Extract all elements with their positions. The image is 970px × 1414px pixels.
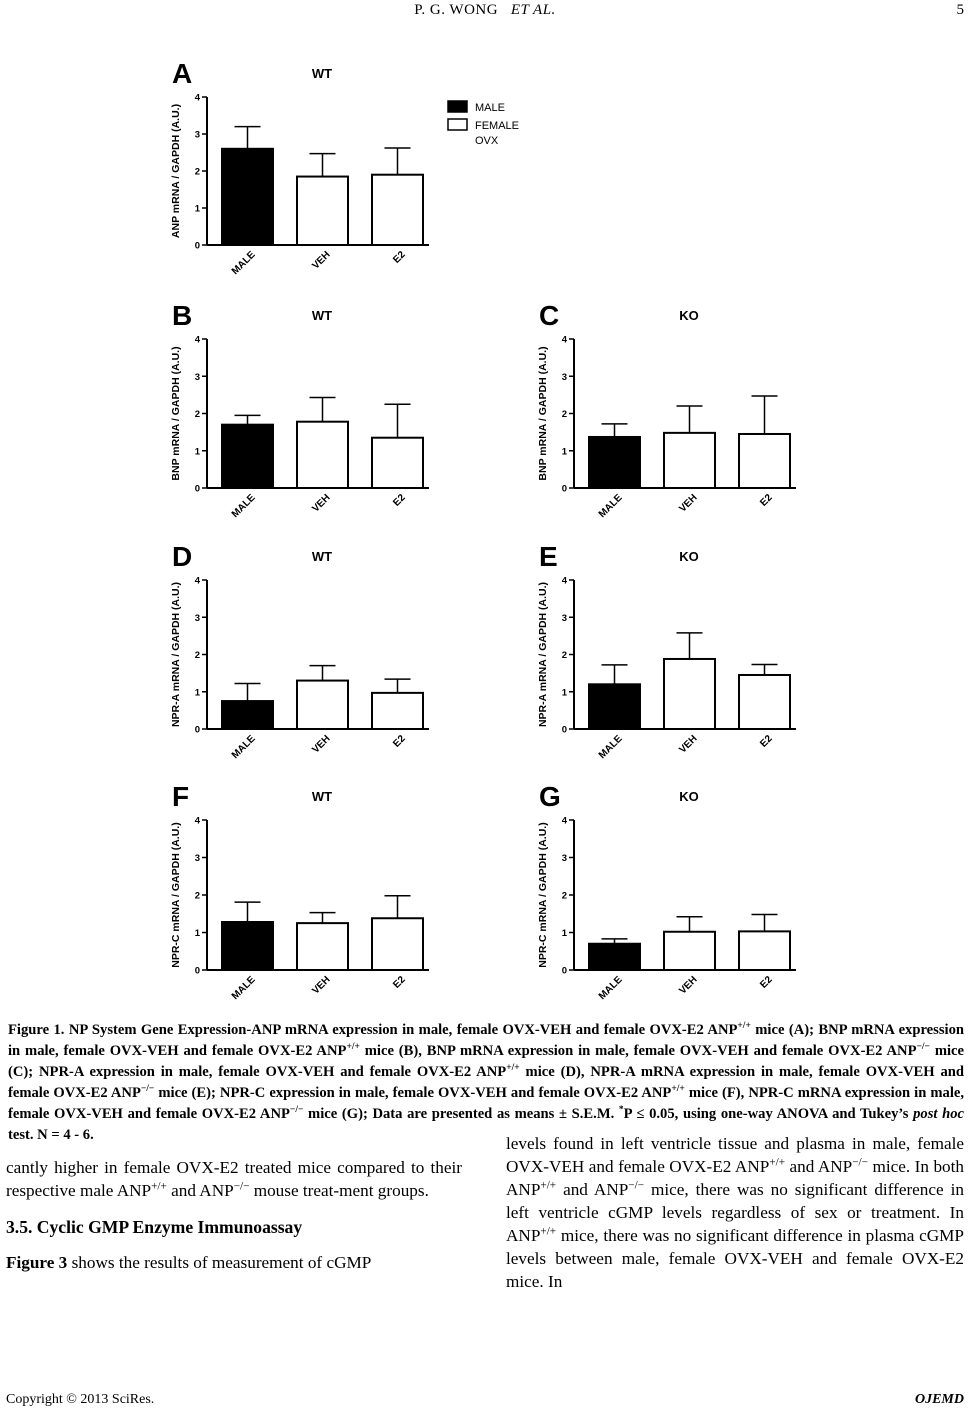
y-tick-label: 2: [194, 166, 200, 178]
y-tick-label: 0: [194, 724, 200, 736]
text: mice. In both ANP: [506, 1157, 964, 1199]
text: mouse treat-ment groups.: [249, 1181, 429, 1200]
y-tick-label: 3: [561, 853, 567, 864]
x-category-label: MALE: [229, 733, 258, 762]
chart-panel-f: [170, 781, 429, 1002]
bar-veh: [664, 433, 715, 488]
bar-male: [222, 922, 273, 970]
bar-veh: [297, 422, 348, 488]
y-axis-label: ANP mRNA / GAPDH (A.U.): [170, 103, 182, 239]
caption-text: P ≤ 0.05, using one-way ANOVA and Tukey’s: [623, 1106, 914, 1122]
y-tick-label: 3: [194, 612, 200, 624]
genotype-sup: +/+: [671, 1084, 685, 1095]
bar-male: [222, 149, 273, 245]
y-tick-label: 2: [561, 650, 567, 661]
text: mice, there was no significant difference in plasma cGMP levels between male, female OVX-VEH and female OVX-E2 mice. In: [506, 1226, 964, 1291]
genotype-sup: +/+: [506, 1063, 520, 1074]
x-category-label: VEH: [677, 974, 700, 997]
y-tick-label: 4: [561, 815, 567, 827]
genotype-sup: +/+: [151, 1180, 167, 1193]
x-category-label: E2: [758, 733, 775, 750]
bar-veh: [297, 681, 348, 729]
chart-title: WT: [311, 66, 333, 81]
caption-text: mice (D), NPR-A mRNA expression in male, female OVX-VEH and female OVX-E2 ANP: [8, 1064, 965, 1101]
panel-letter: B: [172, 300, 193, 331]
x-category-label: VEH: [677, 733, 700, 756]
text: and ANP: [166, 1181, 234, 1200]
paragraph: [6, 1251, 462, 1274]
y-tick-label: 3: [561, 371, 567, 383]
y-tick-label: 2: [561, 409, 567, 420]
x-category-label: VEH: [677, 492, 700, 515]
y-tick-label: 2: [194, 409, 200, 420]
genotype-sup: −/−: [233, 1180, 250, 1193]
y-tick-label: 0: [194, 483, 200, 495]
y-tick-label: 4: [194, 334, 200, 346]
y-axis-label: BNP mRNA / GAPDH (A.U.): [170, 346, 182, 481]
x-category-label: E2: [758, 974, 775, 991]
x-category-label: MALE: [596, 733, 625, 762]
y-tick-label: 2: [194, 650, 200, 661]
x-category-label: MALE: [229, 492, 258, 521]
bar-veh: [297, 923, 348, 970]
y-tick-label: 1: [194, 203, 200, 215]
caption-text: mice (E); NPR-C expression in male, female OVX-VEH and female OVX-E2 ANP: [154, 1085, 672, 1101]
genotype-sup: +/+: [769, 1156, 786, 1169]
bar-male: [222, 701, 273, 729]
x-category-label: E2: [391, 492, 408, 509]
y-axis-label: BNP mRNA / GAPDH (A.U.): [537, 346, 549, 481]
y-tick-label: 3: [194, 853, 200, 864]
bar-male: [589, 684, 640, 729]
bar-e2: [739, 434, 790, 488]
caption-label: Figure 1.: [8, 1022, 65, 1038]
figure-caption: [8, 1020, 964, 1146]
text: and ANP: [785, 1157, 853, 1176]
bar-male: [589, 944, 640, 970]
chart-title: WT: [311, 308, 333, 323]
y-tick-label: 2: [194, 890, 200, 902]
y-tick-label: 4: [194, 92, 200, 104]
bar-e2: [739, 675, 790, 729]
y-tick-label: 1: [194, 446, 200, 458]
copyright: Copyright © 2013 SciRes.: [6, 1392, 155, 1407]
genotype-sup: −/−: [916, 1042, 930, 1053]
chart-panel-b: [170, 300, 429, 520]
caption-text: mice (B), BNP mRNA expression in male, female OVX-VEH and female OVX-E2 ANP: [359, 1043, 917, 1059]
bar-e2: [372, 918, 423, 970]
caption-text: mice (C); NPR-A expression in male, female OVX-VEH and female OVX-E2 ANP: [8, 1043, 964, 1080]
x-category-label: VEH: [310, 974, 333, 997]
genotype-sup: −/−: [140, 1084, 155, 1095]
text: and ANP: [556, 1180, 629, 1199]
caption-text: test. N = 4 - 6.: [8, 1127, 94, 1143]
text: shows the results of measurement of cGMP: [67, 1253, 372, 1272]
page-number: 5: [956, 2, 964, 18]
legend-label-female: FEMALE: [475, 120, 520, 132]
caption-italic: post hoc: [913, 1106, 964, 1122]
x-category-label: VEH: [310, 492, 333, 515]
y-tick-label: 0: [194, 240, 200, 252]
section-heading: 3.5. Cyclic GMP Enzyme Immunoassay: [6, 1217, 303, 1237]
chart-title: WT: [311, 549, 333, 564]
genotype-sup: −/−: [289, 1105, 304, 1116]
x-category-label: MALE: [596, 974, 625, 1003]
chart-title: WT: [311, 789, 333, 804]
running-head-etal: ET AL.: [510, 2, 556, 18]
bar-e2: [372, 693, 423, 729]
y-tick-label: 0: [561, 965, 567, 977]
y-tick-label: 3: [194, 129, 200, 141]
body-column-right: [506, 1134, 964, 1293]
chart-title: KO: [679, 308, 699, 323]
legend-swatch-male: [448, 101, 467, 112]
panel-letter: F: [172, 781, 190, 812]
x-category-label: E2: [391, 733, 408, 750]
genotype-sup: −/−: [852, 1156, 868, 1169]
y-axis-label: NPR-C mRNA / GAPDH (A.U.): [170, 822, 182, 968]
y-tick-label: 3: [194, 371, 200, 383]
genotype-sup: +/+: [540, 1225, 557, 1238]
y-axis-label: NPR-C mRNA / GAPDH (A.U.): [537, 822, 549, 968]
x-category-label: E2: [391, 249, 408, 266]
y-axis-label: NPR-A mRNA / GAPDH (A.U.): [537, 581, 549, 728]
x-category-label: VEH: [310, 733, 333, 756]
bar-e2: [372, 438, 423, 488]
figure-ref: Figure 3: [6, 1253, 68, 1272]
x-category-label: E2: [758, 492, 775, 509]
y-tick-label: 1: [194, 928, 200, 939]
x-category-label: MALE: [229, 974, 258, 1003]
y-tick-label: 1: [194, 687, 200, 699]
x-category-label: MALE: [229, 249, 258, 278]
chart-title: KO: [679, 789, 699, 804]
journal-name: OJEMD: [914, 1392, 964, 1407]
bar-e2: [739, 931, 790, 970]
y-tick-label: 2: [561, 890, 567, 902]
bar-veh: [664, 932, 715, 970]
caption-text: mice (G); Data are presented as means ± S.E.M.: [303, 1106, 619, 1122]
legend-label-male: MALE: [475, 102, 505, 114]
panel-letter: E: [539, 541, 558, 572]
page-footer: [6, 1392, 964, 1408]
panel-letter: D: [172, 541, 193, 572]
bar-veh: [297, 177, 348, 245]
genotype-sup: +/+: [737, 1021, 751, 1032]
y-tick-label: 4: [561, 334, 567, 346]
panel-letter: C: [539, 300, 560, 331]
y-tick-label: 3: [561, 612, 567, 624]
panel-letter: A: [172, 58, 193, 89]
running-head-authors: P. G. WONG: [414, 2, 499, 18]
chart-panel-g: [537, 781, 796, 1002]
bar-veh: [664, 659, 715, 729]
y-tick-label: 1: [561, 446, 567, 458]
caption-text: mice (A); BNP mRNA expression in male, female OVX-VEH and female OVX-E2 ANP: [8, 1022, 964, 1059]
text: cantly higher in female OVX-E2 treated mice compared to their respective male ANP: [6, 1158, 462, 1200]
caption-text: mice (F), NPR-C mRNA expression in male, female OVX-VEH and female OVX-E2 ANP: [8, 1085, 964, 1122]
chart-panel-a: [170, 58, 429, 277]
panel-letter: G: [539, 781, 561, 812]
paragraph: [506, 1132, 964, 1293]
legend-swatch-female-ovx: [448, 119, 467, 130]
y-tick-label: 4: [194, 815, 200, 827]
y-tick-label: 0: [561, 483, 567, 495]
caption-text: NP System Gene Expression-ANP mRNA expression in male, female OVX-VEH and female OVX-E2 ANP: [64, 1022, 738, 1038]
chart-panel-c: [537, 300, 796, 520]
y-tick-label: 0: [561, 724, 567, 736]
bar-male: [222, 425, 273, 488]
chart-legend: [448, 101, 519, 147]
x-category-label: E2: [391, 974, 408, 991]
y-tick-label: 1: [561, 687, 567, 699]
bar-male: [589, 437, 640, 488]
paragraph: [6, 1156, 462, 1202]
significance-star: *: [618, 1105, 624, 1116]
chart-panel-d: [170, 541, 429, 761]
text: levels found in left ventricle tissue and plasma in male, female OVX-VEH and female OVX-E2 ANP: [506, 1134, 964, 1176]
legend-label-ovx: OVX: [475, 135, 499, 147]
y-axis-label: NPR-A mRNA / GAPDH (A.U.): [170, 581, 182, 728]
y-tick-label: 4: [194, 575, 200, 587]
genotype-sup: +/+: [540, 1179, 557, 1192]
body-column-left: [6, 1156, 462, 1274]
x-category-label: MALE: [596, 492, 625, 521]
y-tick-label: 0: [194, 965, 200, 977]
y-tick-label: 1: [561, 928, 567, 939]
genotype-sup: +/+: [346, 1042, 360, 1053]
chart-title: KO: [679, 549, 699, 564]
genotype-sup: −/−: [628, 1179, 645, 1192]
y-tick-label: 4: [561, 575, 567, 587]
x-category-label: VEH: [310, 249, 333, 272]
text: mice, there was no significant difference in left ventricle cGMP levels regardless of sex or treatment. In ANP: [506, 1180, 964, 1245]
bar-e2: [372, 175, 423, 245]
chart-panel-e: [537, 541, 796, 761]
